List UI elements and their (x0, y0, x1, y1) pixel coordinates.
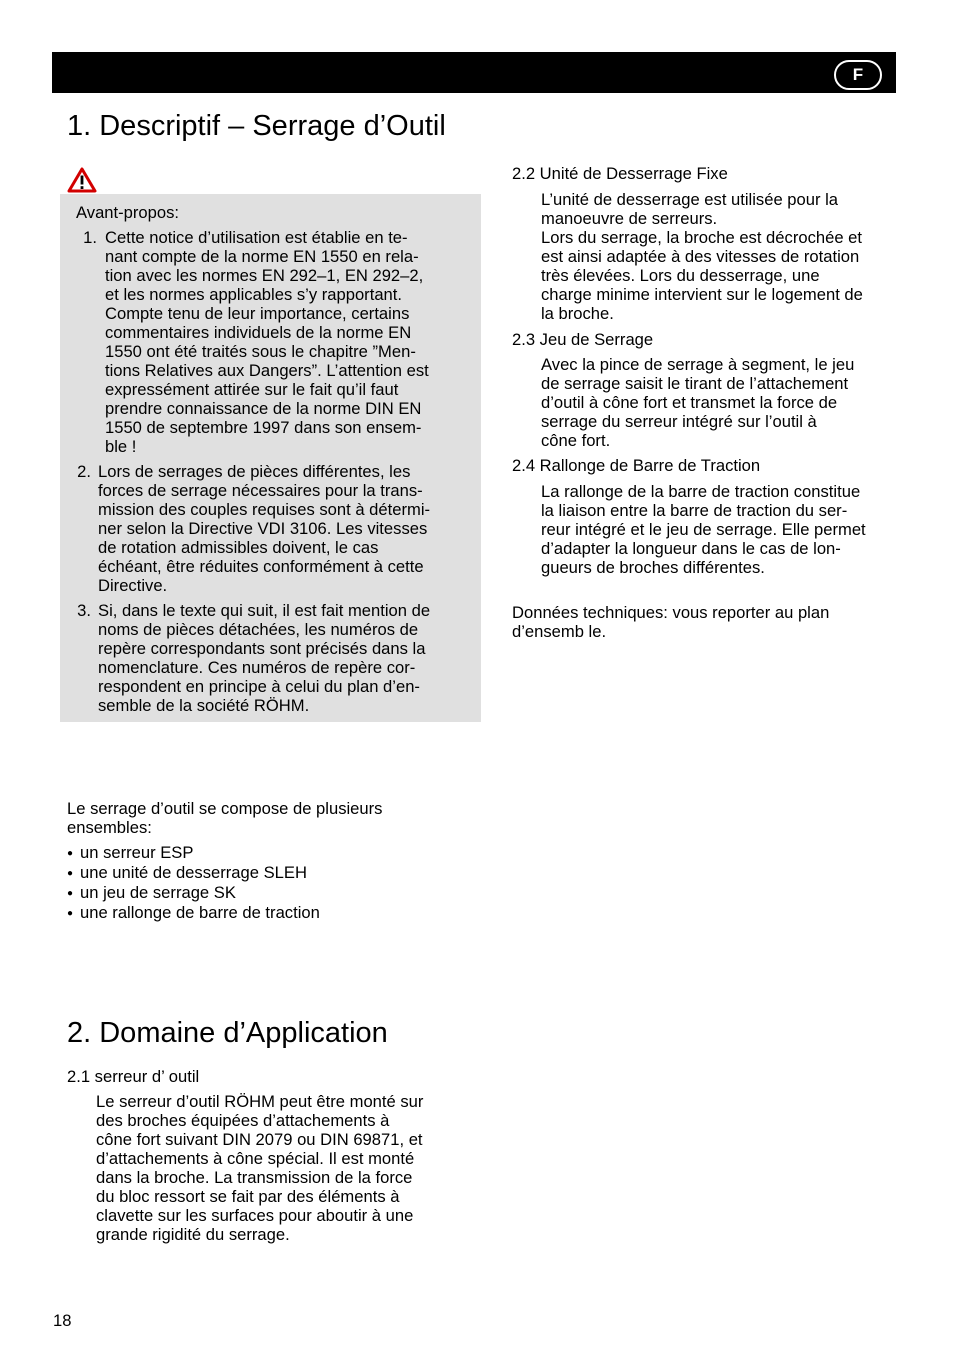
subsection-2-2-title: 2.2 Unité de Desserrage Fixe (512, 164, 728, 183)
foreword-item-text: Cette notice d’utilisation est établie en te- nant compte de la norme EN 1550 en rela- tion avec les normes EN 292–1, EN 292–2, et les normes applicables s’y rapportant. Compte tenu de leur importance, certains commentaires individuels de la norme EN 1550 ont été traités sous le chapitre ”Men- tions Relatives aux Dangers”. L’attention est expressément attirée sur le fait qu’il faut prendre connaissance de la norme DIN EN 1550 de septembre 1997 dans son ensem- ble ! (105, 228, 429, 456)
page-number: 18 (53, 1311, 72, 1330)
subsection-2-2-text: L’unité de desserrage est utilisée pour la manoeuvre de serreurs. Lors du serrage, la broche est décrochée et est ainsi adaptée à des vitesses de rotation très élevées. Lors du desserrage, une charge minime intervient sur le logement de la broche. (541, 190, 863, 323)
bullet-item: ● un serreur ESP (67, 843, 194, 862)
foreword-item-number: 3. (77, 601, 91, 620)
technical-data-note: Données techniques: vous reporter au plan d’ensemb le. (512, 603, 830, 641)
foreword-item-text: Si, dans le texte qui suit, il est fait mention de noms de pièces détachées, les numéros de repère correspondants sont précisés dans la nomenclature. Ces numéros de repère cor- respondent en principe à celui du plan d’en- semble de la société RÖHM. (98, 601, 431, 715)
subsection-2-1-title: 2.1 serreur d’ outil (67, 1067, 200, 1086)
subsection-2-3-title: 2.3 Jeu de Serrage (512, 330, 654, 349)
foreword-title: Avant-propos: (76, 203, 180, 222)
foreword-item-number: 1. (83, 228, 97, 247)
bullet-item: ● une rallonge de barre de traction (67, 903, 320, 922)
foreword-item-text: Lors de serrages de pièces différentes, les forces de serrage nécessaires pour la trans- mission des couples requises sont à détermi- ner selon la Directive VDI 3106. Les vitesses de rotation admissibles doivent, le cas échéant, être réduites conformément à cette Directive. (98, 462, 431, 595)
foreword-item-number: 2. (77, 462, 91, 481)
subsection-2-3-text: Avec la pince de serrage à segment, le jeu de serrage saisit le tirant de l’attachement d’outil à cône fort et transmet la force de serrage du serreur intégré sur l’outil à cône fort. (541, 355, 855, 450)
header-bar (52, 52, 896, 93)
composition-intro: Le serrage d’outil se compose de plusieurs ensembles: (67, 799, 383, 837)
subsection-2-1-text: Le serreur d’outil RÖHM peut être monté sur des broches équipées d’attachements à cône fort suivant DIN 2079 ou DIN 69871, et d’attachements à cône spécial. Il est monté dans la broche. La transmission de la force du bloc ressort se fait par des éléments à clavette sur les surfaces pour aboutir à une grande rigidité du serrage. (96, 1092, 424, 1244)
bullet-item: ● un jeu de serrage SK (67, 883, 236, 902)
warning-icon (67, 167, 97, 193)
subsection-2-4-text: La rallonge de la barre de traction constitue la liaison entre la barre de traction du ser- reur intégré et le jeu de serrage. Elle permet d’adapter la longueur dans le cas de lon- gueurs de broches différentes. (541, 482, 866, 577)
language-badge: F (834, 60, 882, 90)
section2-title: 2. Domaine d’Application (67, 1017, 388, 1049)
bullet-item: ● une unité de desserrage SLEH (67, 863, 307, 882)
section1-title: 1. Descriptif – Serrage d’Outil (67, 110, 446, 142)
subsection-2-4-title: 2.4 Rallonge de Barre de Traction (512, 456, 761, 475)
bullet-list (67, 843, 320, 923)
